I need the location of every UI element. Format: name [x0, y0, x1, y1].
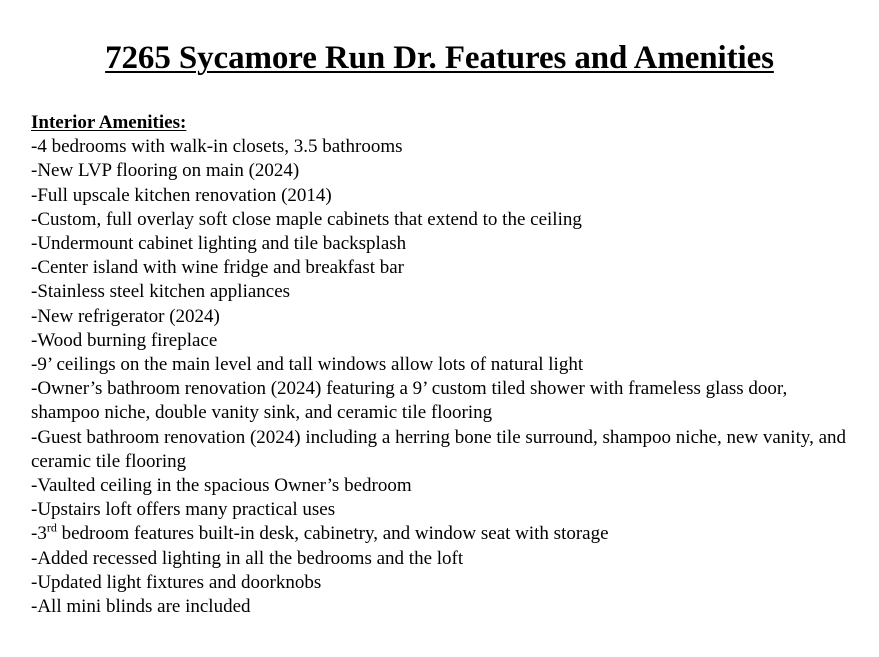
list-item: -Undermount cabinet lighting and tile backsplash [31, 233, 407, 255]
list-item: -Added recessed lighting in all the bedrooms and the loft [31, 547, 464, 569]
list-item: -Custom, full overlay soft close maple cabinets that extend to the ceiling [31, 208, 582, 230]
list-item: -4 bedrooms with walk-in closets, 3.5 bathrooms [31, 136, 403, 158]
list-item: -Stainless steel kitchen appliances [31, 281, 291, 303]
amenities-list [31, 111, 851, 619]
list-item: -9’ ceilings on the main level and tall windows allow lots of natural light [31, 354, 584, 376]
ordinal-suffix: rd [46, 521, 57, 536]
list-item: -Wood burning fireplace [31, 329, 218, 351]
list-item: -Center island with wine fridge and breakfast bar [31, 257, 405, 279]
list-item: -Upstairs loft offers many practical uses [31, 499, 336, 521]
section-heading-interior: Interior Amenities: [31, 112, 187, 133]
ordinal-number: -3 [31, 523, 47, 545]
list-item: -New LVP flooring on main (2024) [31, 160, 300, 182]
list-item: -New refrigerator (2024) [31, 305, 220, 327]
list-item: -All mini blinds are included [31, 596, 251, 618]
list-item-text: bedroom features built-in desk, cabinetry, and window seat with storage [56, 523, 609, 545]
list-item-third-bedroom [31, 522, 851, 546]
list-item: -Owner’s bathroom renovation (2024) featuring a 9’ custom tiled shower with frameless glass door, shampoo niche, double vanity sink, and ceramic tile flooring [31, 378, 788, 424]
list-item: -Updated light fixtures and doorknobs [31, 571, 322, 593]
list-item: -Vaulted ceiling in the spacious Owner’s bedroom [31, 475, 412, 497]
list-item: -Full upscale kitchen renovation (2014) [31, 184, 332, 206]
list-item: -Guest bathroom renovation (2024) including a herring bone tile surround, shampoo niche, new vanity, and ceramic tile flooring [31, 426, 847, 472]
document-title: 7265 Sycamore Run Dr. Features and Amenities [105, 40, 774, 76]
